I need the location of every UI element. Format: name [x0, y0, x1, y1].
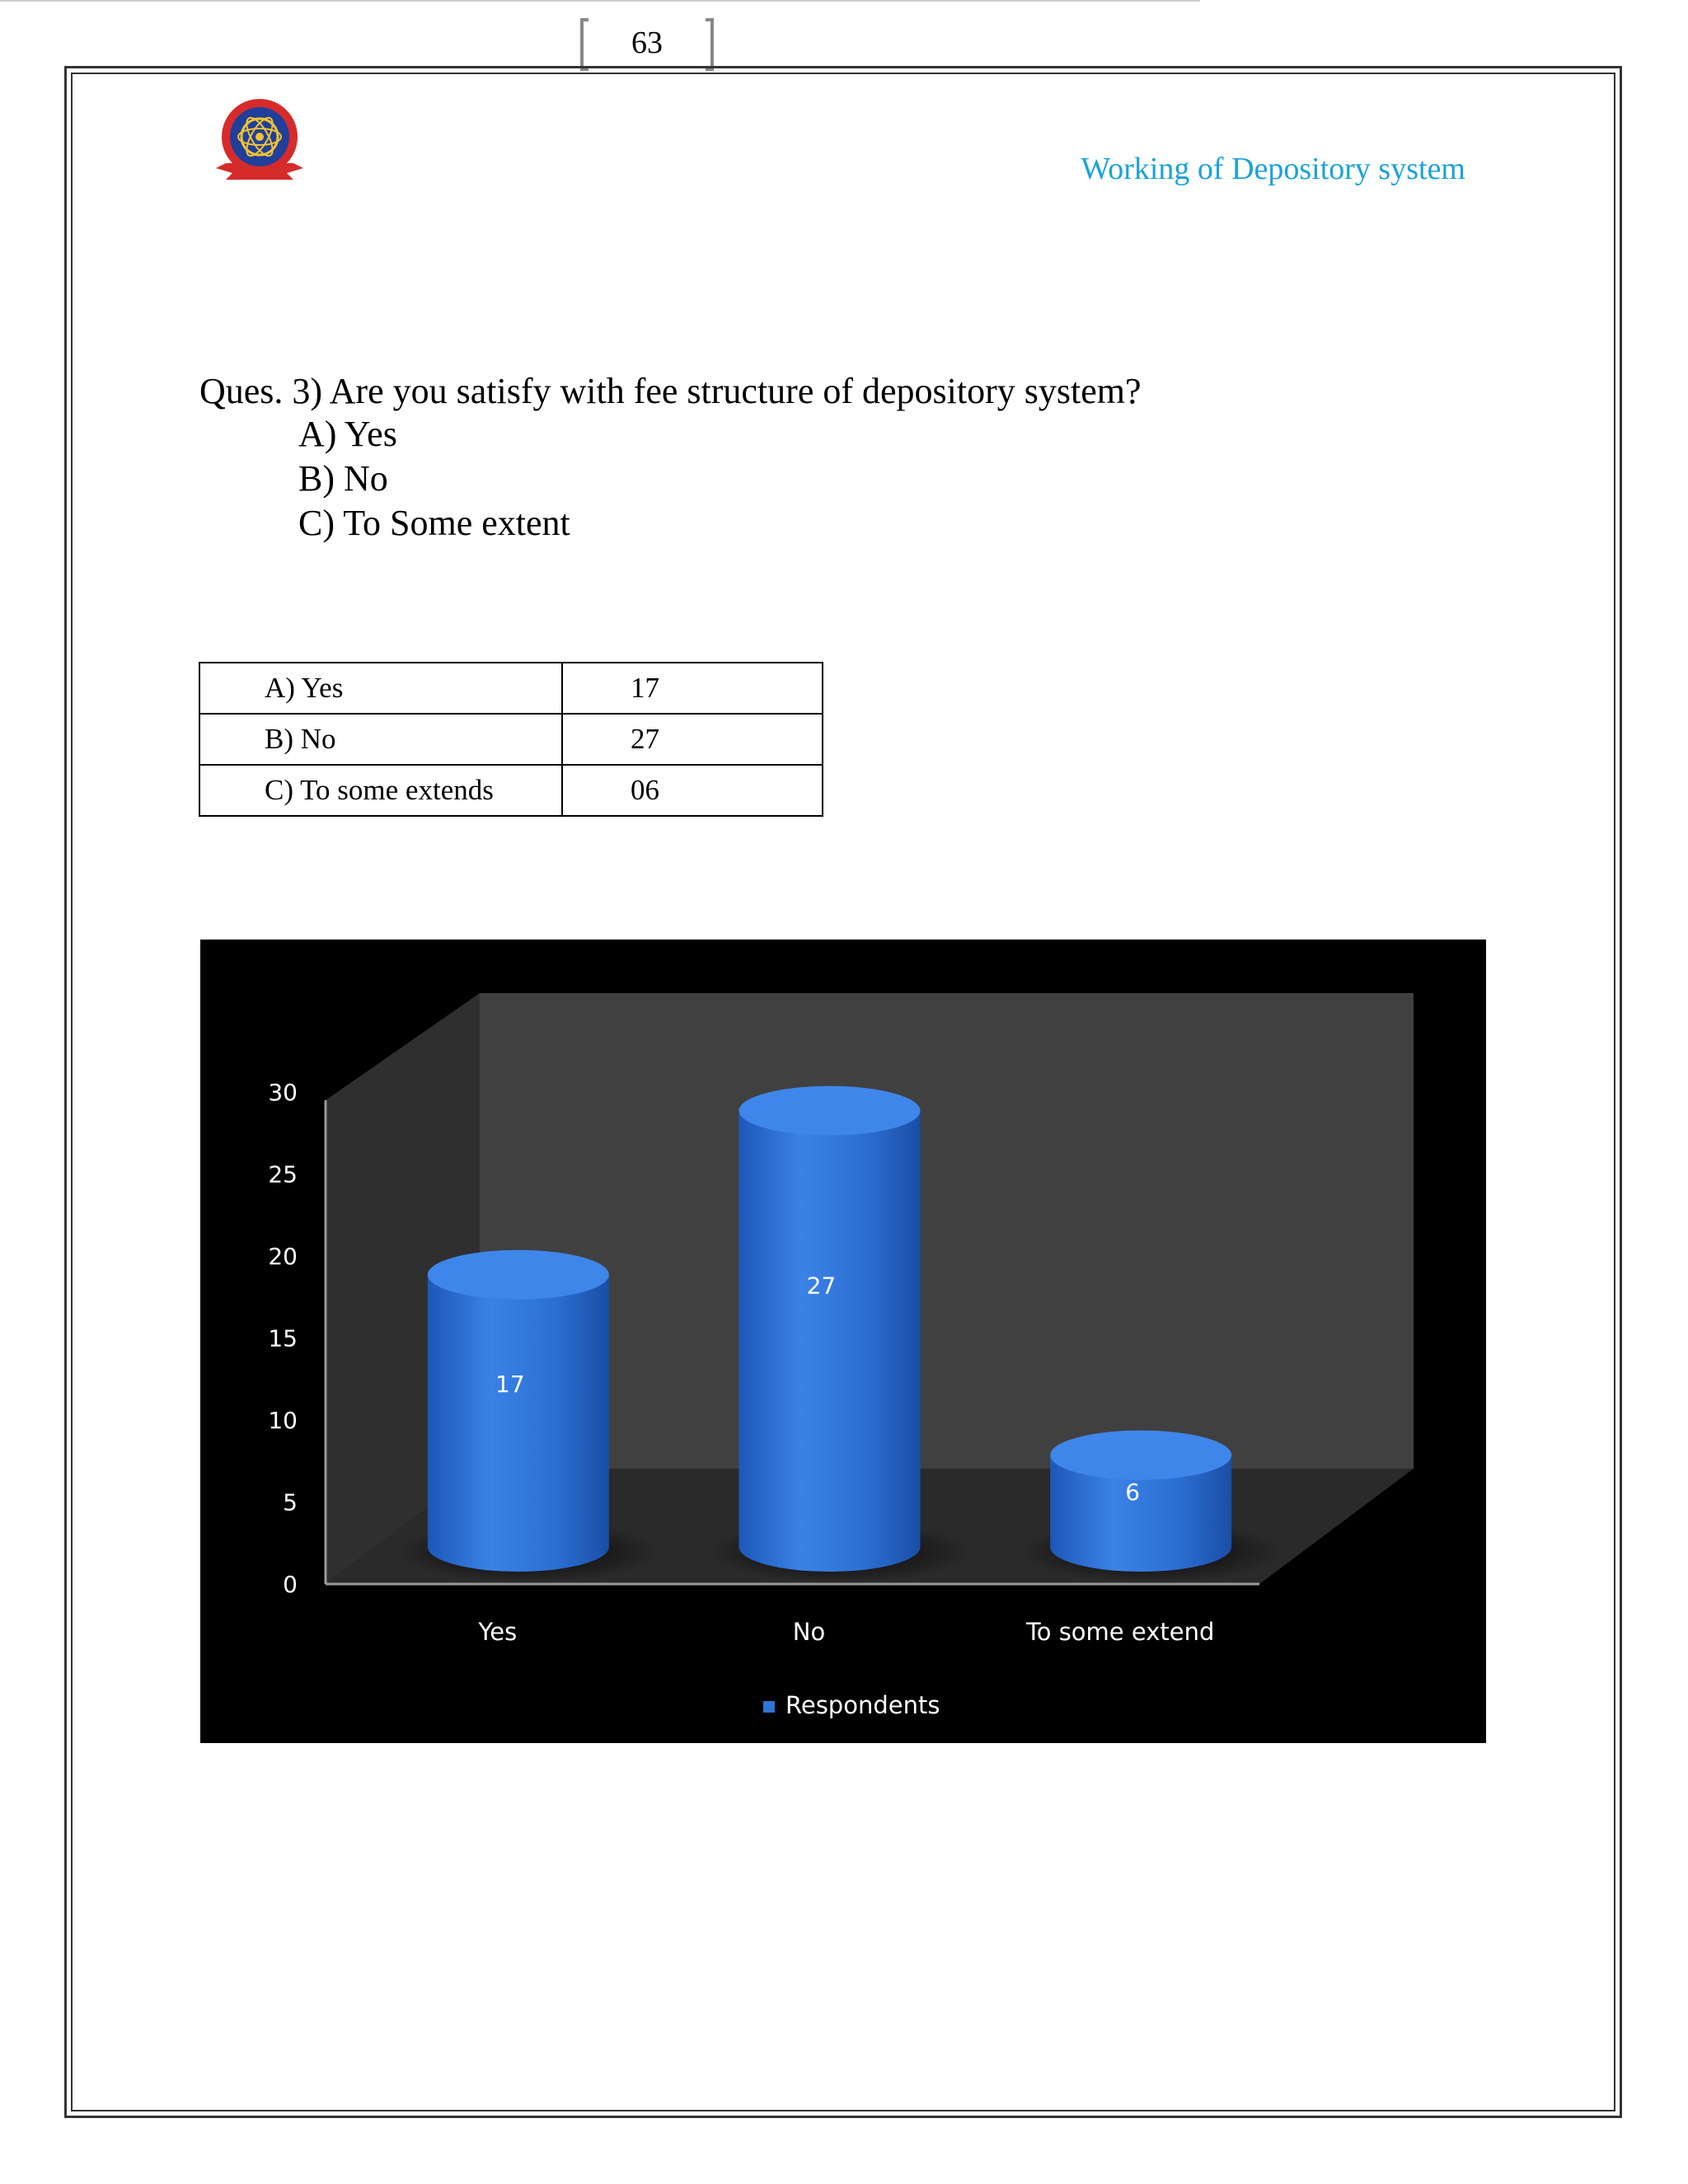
x-tick-label: No [792, 1618, 826, 1646]
y-tick-label: 10 [268, 1407, 298, 1434]
university-seal-icon [208, 97, 312, 185]
table-cell-value: 27 [562, 714, 823, 765]
y-tick-label: 20 [268, 1243, 298, 1270]
bar-cylinder [739, 1111, 921, 1572]
bar-data-label: 6 [1125, 1479, 1141, 1507]
chart-canvas [200, 940, 1486, 1743]
table-cell-value: 06 [562, 765, 823, 816]
bar-top [739, 1086, 921, 1136]
table-row [199, 714, 823, 765]
chart-back-wall [480, 993, 1414, 1469]
y-tick-label: 0 [283, 1571, 298, 1598]
legend-swatch [763, 1701, 775, 1713]
table-row [199, 765, 823, 816]
page-number-box [577, 15, 717, 73]
table-cell-label: C) To some extends [199, 765, 562, 816]
option-b: B) No [298, 458, 388, 499]
table-cell-label: B) No [199, 714, 562, 765]
y-tick-label: 30 [268, 1079, 298, 1106]
option-c: C) To Some extent [298, 503, 570, 543]
bar-top [1050, 1431, 1231, 1480]
bar-cylinder [428, 1275, 609, 1572]
y-tick-label: 5 [283, 1488, 298, 1516]
question-options [298, 412, 570, 546]
bar-data-label: 17 [495, 1370, 525, 1398]
option-a: A) Yes [298, 414, 397, 454]
header-title: Working of Depository system [1081, 152, 1465, 186]
x-tick-label: Yes [478, 1618, 518, 1646]
table-row [199, 663, 823, 714]
responses-table [199, 662, 823, 817]
university-logo [208, 97, 312, 185]
top-rule [0, 0, 1200, 2]
table-cell-value: 17 [562, 663, 823, 714]
question-text: Ques. 3) Are you satisfy with fee structure of depository system? [199, 371, 1142, 411]
y-tick-label: 25 [268, 1160, 298, 1188]
respondents-chart [200, 940, 1486, 1743]
x-tick-label: To some extend [1025, 1618, 1215, 1646]
y-tick-label: 15 [268, 1324, 298, 1352]
legend-label: Respondents [785, 1691, 940, 1719]
table-cell-label: A) Yes [199, 663, 562, 714]
bar-top [428, 1250, 609, 1300]
bar-data-label: 27 [806, 1272, 837, 1300]
page-number: 63 [631, 26, 663, 60]
